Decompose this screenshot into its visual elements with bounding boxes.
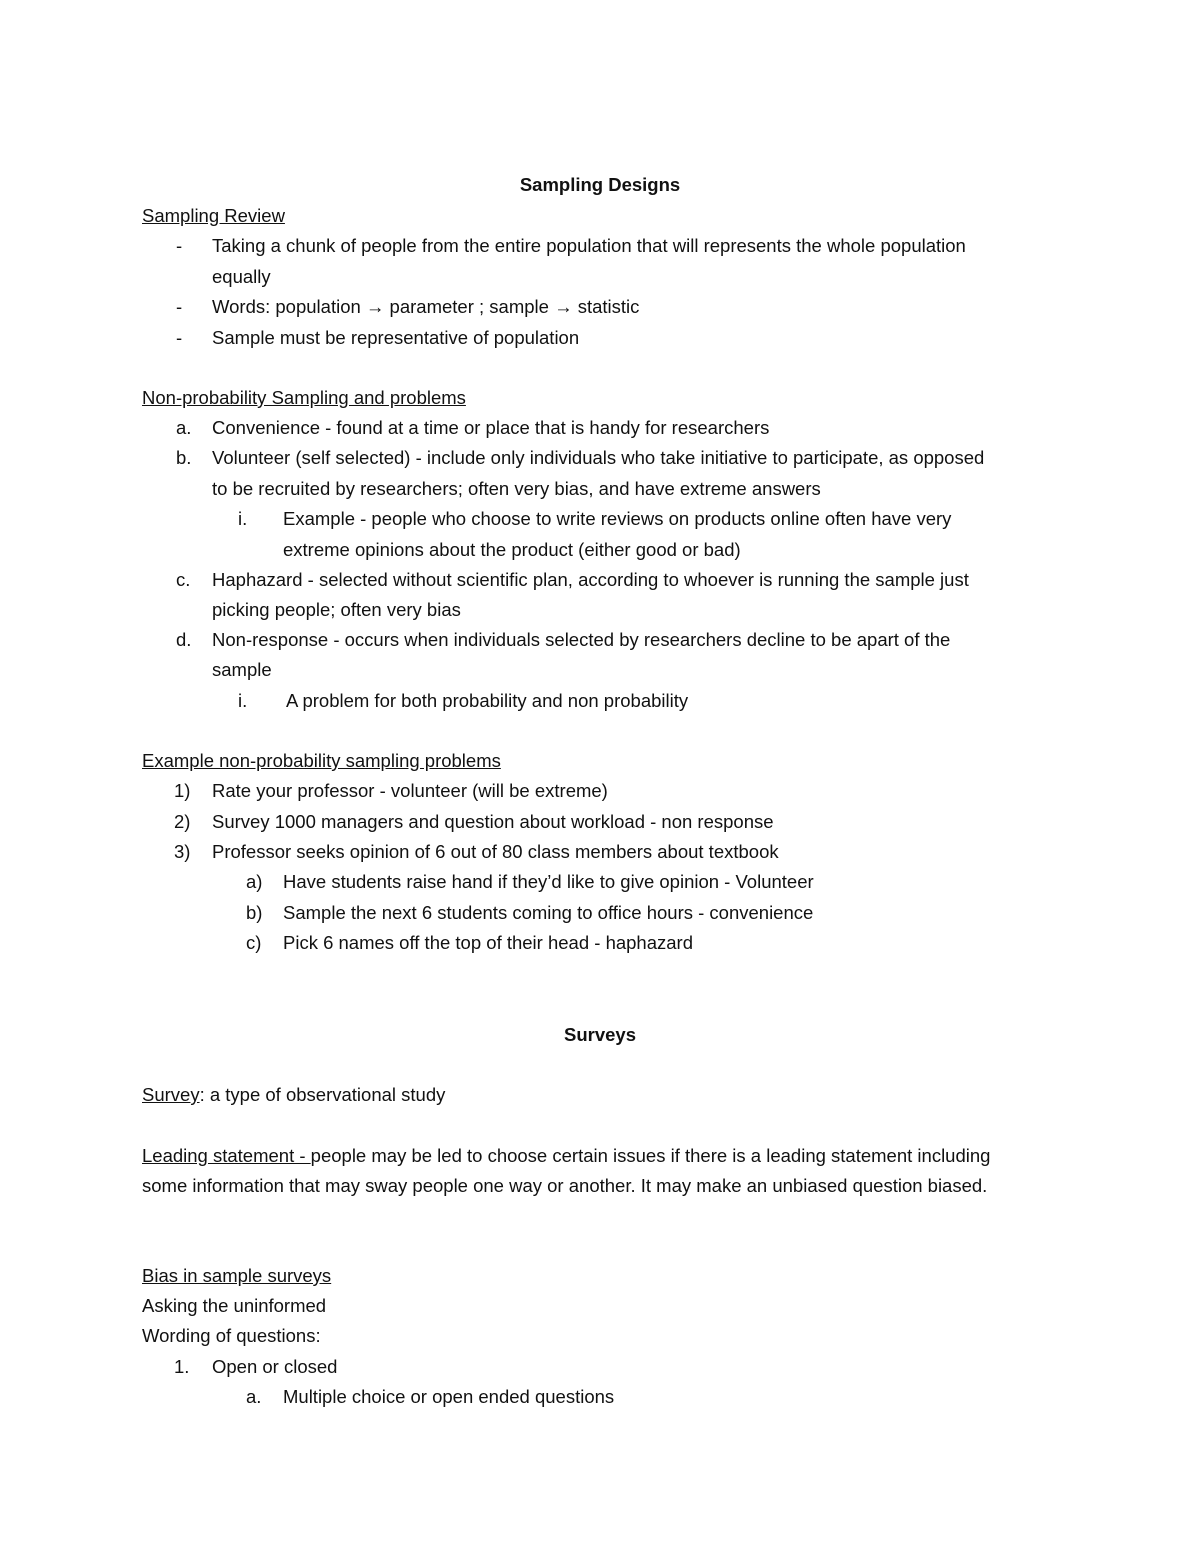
sublist-item-text: Example - people who choose to write reviews on products online often have very xyxy=(283,508,952,529)
numbered-item-text: Survey 1000 managers and question about workload - non response xyxy=(212,811,774,832)
bias-text-line: Wording of questions: xyxy=(142,1325,321,1346)
section-heading-bias: Bias in sample surveys xyxy=(142,1265,332,1286)
numbered-marker: 1) xyxy=(174,780,191,801)
list-item-text: Taking a chunk of people from the entire population that will represents the whole population xyxy=(212,235,966,256)
list-marker: a. xyxy=(176,417,192,438)
sublist-item-text: A problem for both probability and non probability xyxy=(286,690,689,711)
list-item-text: Volunteer (self selected) - include only individuals who take initiative to participate, as opposed xyxy=(212,447,985,468)
list-item-text: Haphazard - selected without scientific plan, according to whoever is running the sample just xyxy=(212,569,969,590)
list-item-text: Non-response - occurs when individuals selected by researchers decline to be apart of the xyxy=(212,629,951,650)
sublist-marker: a) xyxy=(246,871,263,892)
sublist-marker: c) xyxy=(246,932,262,953)
survey-term: Survey xyxy=(142,1084,200,1105)
survey-definition-text: : a type of observational study xyxy=(199,1084,446,1105)
sublist-item-text: Have students raise hand if they’d like to give opinion - Volunteer xyxy=(283,871,814,892)
list-marker: c. xyxy=(176,569,191,590)
numbered-marker: 1. xyxy=(174,1356,190,1377)
section-heading-examples: Example non-probability sampling problems xyxy=(142,750,501,771)
sublist-marker: a. xyxy=(246,1386,262,1407)
survey-definition xyxy=(142,1084,445,1106)
list-item-text: Words: population → parameter ; sample → statistic xyxy=(212,296,640,317)
numbered-item-text: Professor seeks opinion of 6 out of 80 class members about textbook xyxy=(212,841,779,862)
sublist-item-text: Multiple choice or open ended questions xyxy=(283,1386,615,1407)
numbered-marker: 3) xyxy=(174,841,191,862)
section-heading-non-probability: Non-probability Sampling and problems xyxy=(142,387,466,408)
section-heading-sampling-review: Sampling Review xyxy=(142,205,285,226)
sublist-marker: i. xyxy=(238,508,248,529)
leading-statement-term: Leading statement - xyxy=(142,1145,311,1166)
list-marker: - xyxy=(176,296,183,317)
list-marker: b. xyxy=(176,447,192,468)
list-marker: - xyxy=(176,235,183,256)
leading-statement-line xyxy=(142,1145,990,1167)
bias-text-line: Asking the uninformed xyxy=(142,1295,327,1316)
page-title: Sampling Designs xyxy=(519,174,681,195)
list-item-text: to be recruited by researchers; often very bias, and have extreme answers xyxy=(212,478,821,499)
section-title-surveys: Surveys xyxy=(564,1024,636,1045)
sublist-item-text: Pick 6 names off the top of their head - haphazard xyxy=(283,932,693,953)
numbered-marker: 2) xyxy=(174,811,191,832)
list-item-text: equally xyxy=(212,266,271,287)
list-item-text: sample xyxy=(212,659,272,680)
list-marker: d. xyxy=(176,629,192,650)
sublist-item-text: Sample the next 6 students coming to office hours - convenience xyxy=(283,902,814,923)
numbered-item-text: Open or closed xyxy=(212,1356,338,1377)
list-item-text: Sample must be representative of population xyxy=(212,327,580,348)
numbered-item-text: Rate your professor - volunteer (will be extreme) xyxy=(212,780,608,801)
sublist-marker: i. xyxy=(238,690,248,711)
list-item-text: picking people; often very bias xyxy=(212,599,461,620)
leading-statement-text-continued: some information that may sway people one way or another. It may make an unbiased question biased. xyxy=(142,1175,988,1196)
list-marker: - xyxy=(176,327,183,348)
list-item-text: Convenience - found at a time or place that is handy for researchers xyxy=(212,417,770,438)
sublist-item-text: extreme opinions about the product (either good or bad) xyxy=(283,539,741,560)
leading-statement-text: people may be led to choose certain issues if there is a leading statement including xyxy=(310,1145,991,1166)
sublist-marker: b) xyxy=(246,902,263,923)
